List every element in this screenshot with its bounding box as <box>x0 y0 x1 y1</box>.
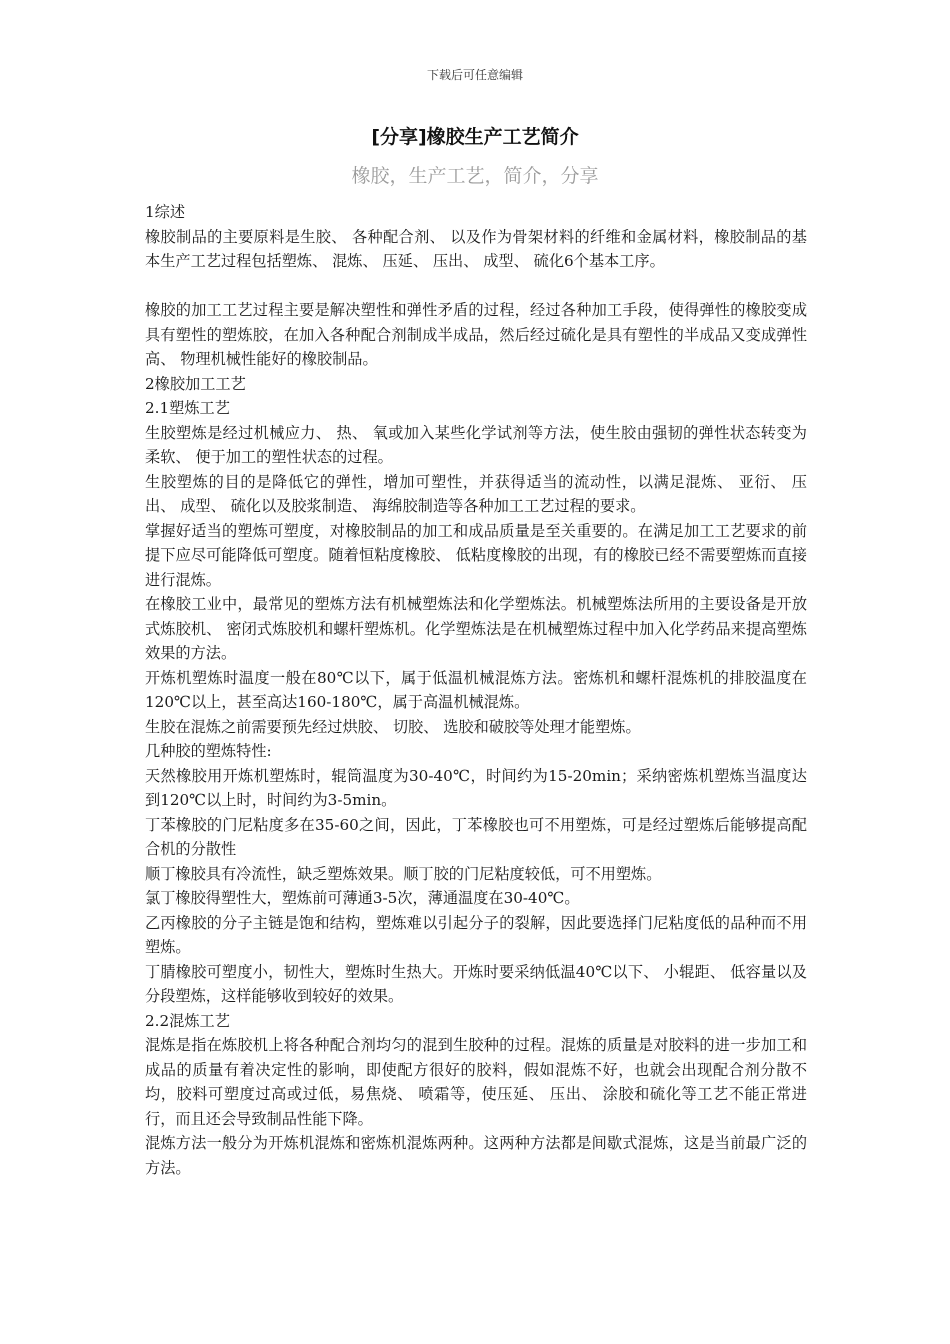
paragraph: 橡胶的加工工艺过程主要是解决塑性和弹性矛盾的过程，经过各种加工手段，使得弹性的橡胶变成具有塑性的塑炼胶，在加入各种配合剂制成半成品，然后经过硫化是具有塑性的半成品又变成弹性高、 物理机械性能好的橡胶制品。 <box>145 301 807 368</box>
paragraph: 开炼机塑炼时温度一般在80℃以下，属于低温机械混炼方法。密炼机和螺杆混炼机的排胶温度在120℃以上，甚至高达160-180℃，属于高温机械混炼。 <box>145 668 807 711</box>
paragraph: 丁腈橡胶可塑度小，韧性大，塑炼时生热大。开炼时要采纳低温40℃以下、 小辊距、 低容量以及分段塑炼，这样能够收到较好的效果。 <box>145 962 807 1005</box>
paragraph: 掌握好适当的塑炼可塑度，对橡胶制品的加工和成品质量是至关重要的。在满足加工工艺要求的前提下应尽可能降低可塑度。随着恒粘度橡胶、 低粘度橡胶的出现，有的橡胶已经不需要塑炼而直接进行混炼。 <box>145 521 807 589</box>
paragraph: 生胶在混炼之前需要预先经过烘胶、 切胶、 选胶和破胶等处理才能塑炼。 <box>145 717 641 736</box>
paragraph: 橡胶制品的主要原料是生胶、 各种配合剂、 以及作为骨架材料的纤维和金属材料，橡胶制品的基本生产工艺过程包括塑炼、 混炼、 压延、 压出、 成型、 硫化6个基本工序。 <box>145 227 807 270</box>
paragraph: 生胶塑炼是经过机械应力、 热、 氧或加入某些化学试剂等方法，使生胶由强韧的弹性状态转变为柔软、 便于加工的塑性状态的过程。 <box>145 423 807 466</box>
paragraph: 2.1塑炼工艺 <box>145 399 230 417</box>
paragraph: 1综述 <box>145 203 186 221</box>
document-title: [分享]橡胶生产工艺简介 <box>371 126 579 148</box>
document-body <box>145 200 807 1180</box>
paragraph: 2橡胶加工工艺 <box>145 374 246 393</box>
blank-line <box>145 274 807 299</box>
paragraph: 乙丙橡胶的分子主链是饱和结构，塑炼难以引起分子的裂解，因此要选择门尼粘度低的品种而不用塑炼。 <box>145 913 807 956</box>
page-header-note: 下载后可任意编辑 <box>426 68 523 82</box>
paragraph: 在橡胶工业中，最常见的塑炼方法有机械塑炼法和化学塑炼法。机械塑炼法所用的主要设备是开放式炼胶机、 密闭式炼胶机和螺杆塑炼机。化学塑炼法是在机械塑炼过程中加入化学药品来提高塑炼效果的方法。 <box>145 595 807 662</box>
paragraph: 混炼是指在炼胶机上将各种配合剂均匀的混到生胶种的过程。混炼的质量是对胶料的进一步加工和成品的质量有着决定性的影响，即使配方很好的胶料，假如混炼不好，也就会出现配合剂分散不均，胶料可塑度过高或过低，易焦烧、 喷霜等，使压延、 压出、 涂胶和硫化等工艺不能正常进行，而且还会导致制品性能下降。 <box>145 1036 807 1128</box>
paragraph: 顺丁橡胶具有冷流性，缺乏塑炼效果。顺丁胶的门尼粘度较低，可不用塑炼。 <box>145 864 662 883</box>
paragraph: 生胶塑炼的目的是降低它的弹性，增加可塑性，并获得适当的流动性，以满足混炼、 亚衍、 压出、 成型、 硫化以及胶浆制造、 海绵胶制造等各种加工工艺过程的要求。 <box>145 472 807 515</box>
paragraph: 2.2混炼工艺 <box>145 1011 230 1030</box>
paragraph: 天然橡胶用开炼机塑炼时，辊筒温度为30-40℃，时间约为15-20min；采纳密炼机塑炼当温度达到120℃以上时，时间约为3-5min。 <box>145 766 807 809</box>
paragraph: 几种胶的塑炼特性: <box>145 742 272 760</box>
paragraph: 混炼方法一般分为开炼机混炼和密炼机混炼两种。这两种方法都是间歇式混炼，这是当前最广泛的方法。 <box>145 1134 807 1177</box>
document-keywords: 橡胶，生产工艺，简介，分享 <box>351 165 599 187</box>
paragraph: 丁苯橡胶的门尼粘度多在35-60之间，因此，丁苯橡胶也可不用塑炼，可是经过塑炼后能够提高配合机的分散性 <box>145 815 807 858</box>
paragraph: 氯丁橡胶得塑性大，塑炼前可薄通3-5次，薄通温度在30-40℃。 <box>145 889 580 907</box>
